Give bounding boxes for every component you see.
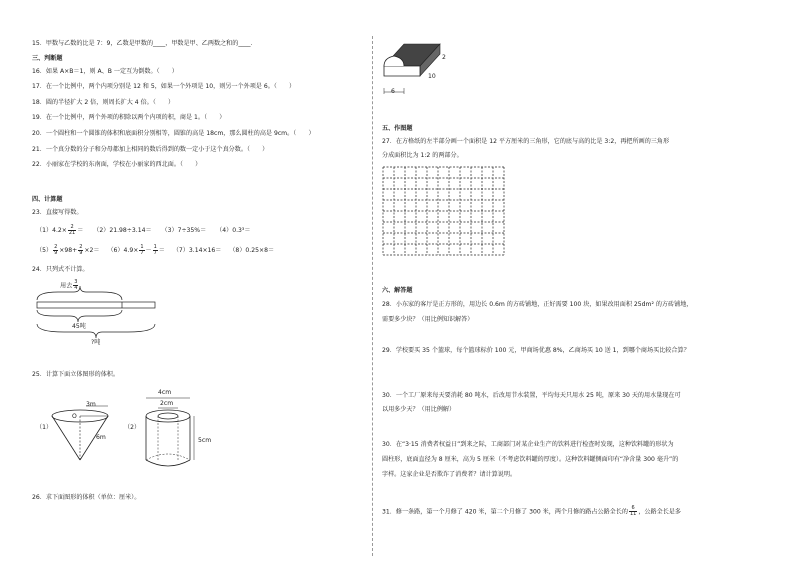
front-face	[384, 66, 420, 76]
calc-4: （4）0.3³＝	[216, 227, 251, 234]
question-16: 16．如果 A×B＝1，则 A、B 一定互为倒数。（ ）	[32, 68, 178, 75]
question-27-line2: 分成面积比为 1:2 的两部分。	[382, 152, 463, 159]
question-30b-line1: 30．在“3·15 消费者权益日”到来之际，工商部门对某企业生产的饮料进行检查时发现，这种饮料罐的形状为	[382, 441, 674, 448]
section-5-title: 五、作图题	[382, 125, 413, 132]
question-25: 25．计算下面立体图形的体积。	[32, 371, 119, 378]
tube-height-label: 5cm	[198, 437, 212, 444]
question-23: 23．直接写得数。	[32, 209, 83, 216]
dim-6-label: 6	[391, 88, 395, 95]
question-20: 20．一个圆柱和一个圆锥的体积和底面积分别相等，圆锥的高是 18cm，那么圆柱的高是 9cm。（ ）	[32, 130, 315, 137]
q24-total-label: ?吨	[91, 339, 101, 346]
question-28-line1: 28．小东家的客厅是正方形的，用边长 0.6m 的方砖铺地，正好需要 100 块，如果改用面积 25dm² 的方砖铺地，	[382, 301, 693, 308]
inner-diameter-label: 2cm	[160, 400, 174, 407]
q24-used-label: 用去 $\frac{3}{4}$	[60, 279, 78, 291]
calc-7: （7）3.14×16＝	[172, 247, 222, 254]
calc-8: （8）0.25×8＝	[229, 247, 275, 254]
outer-bottom-arc	[146, 460, 190, 466]
outer-diameter-label: 4cm	[158, 389, 172, 396]
question-19: 19．在一个比例中，两个外项的积除以两个内项的积，商是 1。（ ）	[32, 114, 226, 121]
composite-solid-figure	[378, 38, 458, 98]
inner-top-ellipse	[158, 413, 178, 419]
calc-2: （2）21.98÷3.14＝	[93, 227, 152, 234]
q24-bar-diagram	[34, 278, 164, 344]
grid-paper[interactable]	[382, 166, 506, 258]
question-24: 24．只列式不计算。	[32, 266, 89, 273]
question-31: 31．修一条路，第一个月修了 420 米，第二个月修了 300 米，两个月修的路占公路全长的 $\frac{6}{11}$ ，公路全长是多	[382, 505, 681, 517]
total-brace	[37, 324, 155, 338]
question-15: 15．甲数与乙数的比是 7：9，乙数是甲数的____，甲数是甲、乙两数之和的____．	[32, 40, 257, 47]
fraction: $\frac{6}{11}$	[629, 505, 637, 517]
question-27-line1: 27．在方格纸的左半部分画一个面积是 12 平方厘米的三角形，它的底与高的比是 3:2，再把所画的三角形	[382, 138, 670, 145]
calc-6: （6）4.9× $\frac{1}{7}$ － $\frac{1}{7}$ ＝	[107, 243, 165, 256]
tube-figure-label: （2）	[124, 424, 141, 431]
calc-row-1	[36, 224, 250, 238]
question-30-line2: 以用多少天？（用比例解）	[382, 406, 456, 413]
question-22: 22．小丽家在学校的东南面，学校在小丽家的西北面。（ ）	[32, 161, 202, 168]
hollow-cylinder-figure	[140, 390, 210, 472]
calc-row-2	[36, 244, 274, 258]
section-3-title: 三、判断题	[32, 55, 63, 62]
cone-center-label: O	[72, 413, 77, 420]
column-divider	[372, 36, 373, 556]
question-18: 18．圆的半径扩大 2 倍，则周长扩大 4 倍。（ ）	[32, 99, 175, 106]
question-29: 29．学校要买 35 个篮球，每个篮球标价 100 元，甲商场优惠 8%，乙商场买 10 送 1，到哪个商场买比较合算？	[382, 347, 690, 354]
fraction: $\frac{2}{21}$	[68, 223, 76, 236]
q24-part-label: 45吨	[72, 323, 86, 330]
dim-10-label: 10	[428, 73, 436, 80]
outer-top-ellipse	[146, 410, 190, 422]
calc-5: （5） $\frac{2}{9}$ ×98+ $\frac{2}{9}$ ×2＝	[36, 243, 100, 256]
question-30b-line2: 圆柱形，底面直径为 8 厘米，高为 5 厘米（不考虑饮料罐的厚度）。这种饮料罐侧面印有“净含量 300 毫升”的	[382, 456, 679, 463]
cone-height-label: 6m	[96, 434, 106, 441]
total-bar	[37, 302, 155, 308]
part-brace	[37, 310, 122, 322]
question-30b-line3: 字样。这家企业是否欺诈了消费者？请计算说明。	[382, 471, 517, 478]
question-28-line2: 需要多少块？（用比例知识解答）	[382, 316, 474, 323]
question-17: 17．在一个比例中，两个内项分别是 12 和 5，如果一个外项是 10，则另一个外项是 6。（ ）	[32, 83, 296, 90]
calc-1: （1）4.2× $\frac{2}{21}$ ＝	[36, 223, 84, 236]
section-6-title: 六、解答题	[382, 287, 413, 294]
dim-2-label: 2	[442, 54, 446, 61]
cone-radius-label: 3m	[86, 401, 96, 408]
question-30-line1: 30．一个工厂原来每天要消耗 80 吨水，后改用节水装置，平均每天只用水 25 吨，原来 30 天的用水量现在可	[382, 392, 681, 399]
cone-figure	[50, 392, 110, 466]
calc-3: （3）7÷35%＝	[161, 227, 207, 234]
used-brace	[37, 286, 122, 300]
section-4-title: 四、计算题	[32, 196, 63, 203]
question-21: 21．一个真分数的分子和分母都加上相同的数后得到的数一定小于这个真分数。（ ）	[32, 146, 269, 153]
question-26: 26．求下面图形的体积（单位：厘米）。	[32, 494, 141, 501]
cone-figure-label: （1）	[36, 424, 53, 431]
